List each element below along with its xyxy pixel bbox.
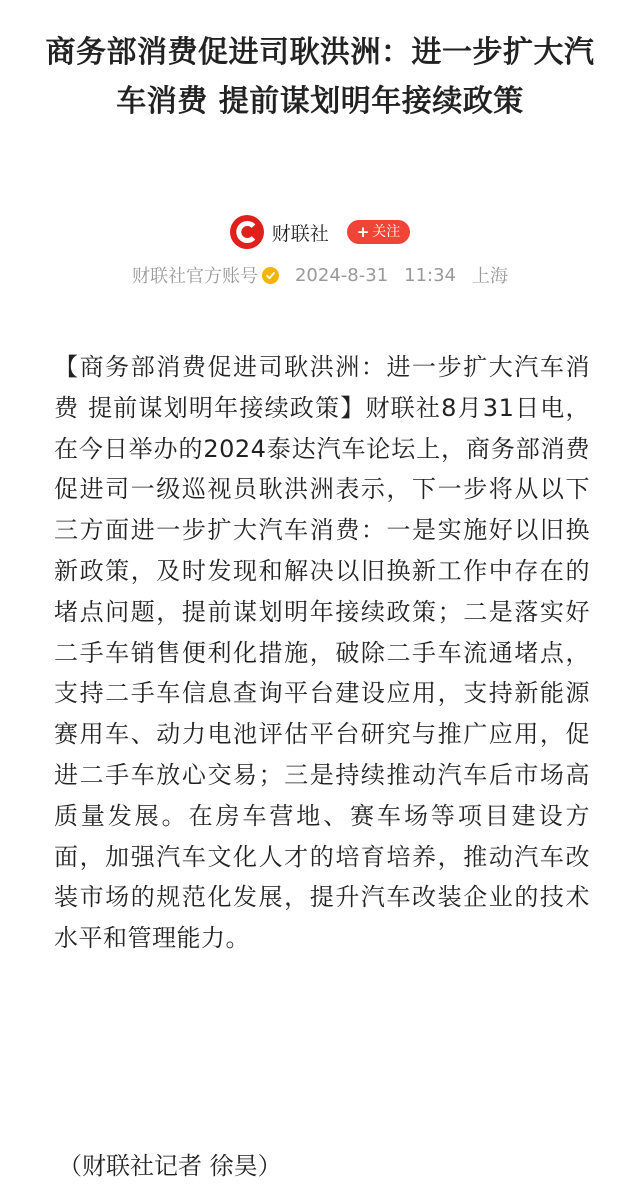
source-row <box>0 211 640 253</box>
article-byline: （财联社记者 徐昊） <box>58 1152 282 1180</box>
plus-icon: + <box>356 223 370 241</box>
source-name[interactable]: 财联社 <box>271 222 329 245</box>
publish-date: 2024-8-31 <box>294 264 389 286</box>
meta-row <box>0 260 640 290</box>
verified-badge-icon <box>262 267 279 284</box>
account-label: 财联社官方账号 <box>131 266 258 287</box>
article-title: 商务部消费促进司耿洪洲：进一步扩大汽车消费 提前谋划明年接续政策 <box>45 35 595 119</box>
article-body: 【商务部消费促进司耿洪洲：进一步扩大汽车消费 提前谋划明年接续政策】财联社8月31日电，在今日举办的2024泰达汽车论坛上，商务部消费促进司一级巡视员耿洪洲表示，下一步将从以下三方面进一步扩大汽车消费：一是实施好以旧换新政策，及时发现和解决以旧换新工作中存在的堵点问题，提前谋划明年接续政策；二是落实好二手车销售便利化措施，破除二手车流通堵点，支持二手车信息查询平台建设应用，支持新能源赛用车、动力电池评估平台研究与推广应用，促进二手车放心交易；三是持续推动汽车后市场高质量发展。在房车营地、赛车场等项目建设方面，加强汽车文化人才的培育培养，推动汽车改装市场的规范化发展，提升汽车改装企业的技术水平和管理能力。 <box>54 353 590 953</box>
follow-button[interactable] <box>347 220 411 244</box>
publish-time: 11:34 <box>404 264 457 286</box>
cls-logo-icon[interactable] <box>230 215 264 249</box>
follow-label: 关注 <box>372 224 401 240</box>
publish-location: 上海 <box>472 266 509 287</box>
